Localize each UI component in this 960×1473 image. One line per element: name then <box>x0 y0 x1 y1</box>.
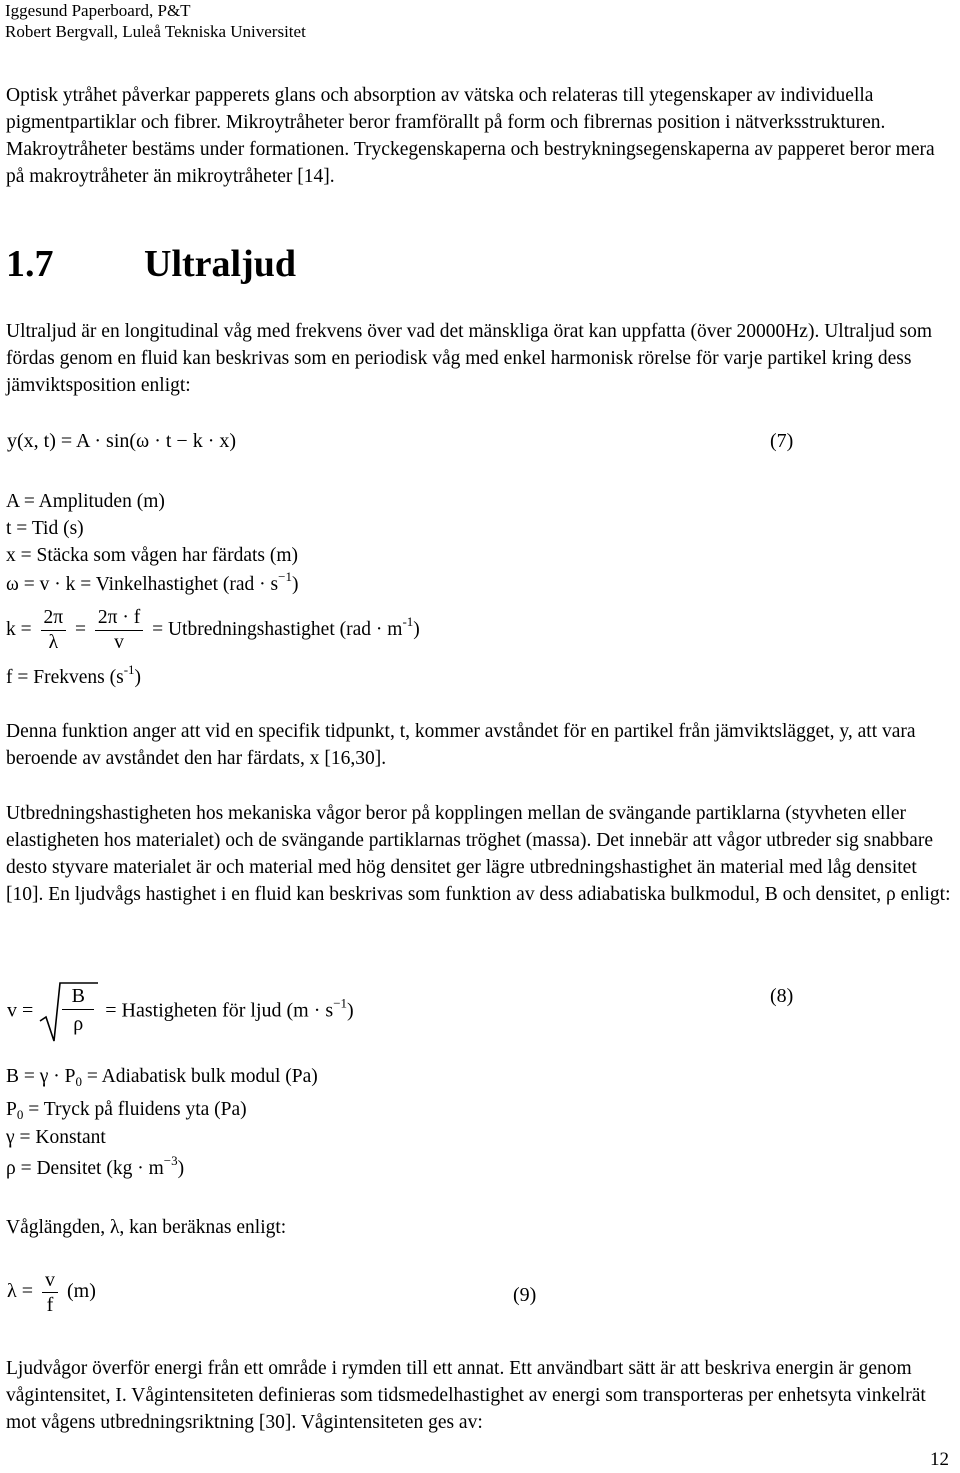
equation-7-number: (7) <box>770 430 794 452</box>
equation-9 <box>0 1268 960 1322</box>
fraction-v-over-f: $\frac{v}{f}$ <box>42 1268 58 1317</box>
section-title: Ultraljud <box>144 243 296 285</box>
section-number: 1.7 <box>6 243 54 285</box>
definition-bulk-modulus: $B = \gamma \cdot P_0$ = Adiabatisk bulk modul (Pa) <box>6 1066 318 1089</box>
definition-surface-pressure: $P_0$ = Tryck på fluidens yta (Pa) <box>6 1099 247 1122</box>
definition-constant: γ = Konstant <box>6 1127 106 1148</box>
paragraph-wave-intensity: Ljudvågor överför energi från ett område i rymden till ett annat. Ett användbart sätt är att beskriva energin är genom vågintensitet, I. Vågintensiteten definieras som tidsmedelhastighet av energi som transporteras per enhetsyta vinkelrät mot vågens utbredningsriktning [30]. Vågintensiteten ges av: <box>6 1358 926 1433</box>
equation-8-lhs: v = <box>7 999 34 1022</box>
paragraph-propagation-speed: Utbredningshastigheten hos mekaniska vågor beror på kopplingen mellan de svängande partiklarna (styvheten eller elastigheten hos materialet) och de svängande partiklarnas tröghet (massa). Det innebär att vågor utbreder sig snabbare desto styvare materialet är och material med hög densitet ger lägre utbredningshastighet än material med låg densitet [10]. En ljudvågs hastighet i en fluid kan beskrivas som funktion av dess adiabatiska bulkmodul, B och densitet, ρ enligt: <box>6 803 951 905</box>
page-number: 12 <box>930 1449 949 1470</box>
definition-time: t = Tid (s) <box>6 518 84 539</box>
fraction-2pi-over-lambda: $\frac{2\pi}{\lambda}$ <box>41 606 67 655</box>
definition-angular-velocity: ω = v · k = Vinkelhastighet $(rad \cdot s^{-1})$ <box>6 569 299 595</box>
equation-9-number: (9) <box>513 1284 537 1306</box>
section-heading <box>6 240 296 288</box>
definition-wave-number: k = $\frac{2\pi}{\lambda}$ = $\frac{2\pi \cdot f}{v}$ = Utbredningshastighet $(rad \cdot m^{-1})$ <box>6 607 420 653</box>
equation-9-unit: (m) <box>66 1280 96 1303</box>
sqrt-symbol: B ρ <box>38 981 100 1043</box>
paragraph-optical-roughness: Optisk ytråhet påverkar papperets glans och absorption av vätska och relateras till ytegenskaper av individuella pigmentpartiklar och fibrer. Mikroytråheter beror framförallt på form och fibrernas position i nätverksstrukturen. Makroytråheter bestäms under formationen. Tryckegenskaperna och bestrykningsegenskaperna av papperet beror mera på makroytråheter än mikroytråheter [14]. <box>6 85 935 187</box>
paragraph-function-meaning: Denna funktion anger att vid en specifik tidpunkt, t, kommer avståndet för en partikel från jämviktslägget, y, att vara beroende av avståndet den har färdats, x [16,30]. <box>6 721 916 769</box>
equation-8-number: (8) <box>770 985 794 1007</box>
equation-8-rhs: = Hastigheten för ljud (m · s <box>105 999 334 1022</box>
definition-density: ρ = Densitet $(kg \cdot m^{-3})$ <box>6 1153 185 1179</box>
equation-7 <box>0 428 960 468</box>
equation-8: v = B ρ = Hastigheten för ljud $(m \cdot s^{-1})$ (8) <box>0 965 960 1035</box>
paragraph-wavelength-intro: Våglängden, λ, kan beräknas enligt: <box>6 1217 287 1238</box>
definition-distance: x = Stäcka som vågen har färdats (m) <box>6 545 299 566</box>
header-line-company: Iggesund Paperboard, P&T <box>5 1 191 20</box>
fraction-2pif-over-v: $\frac{2\pi \cdot f}{v}$ <box>95 606 143 655</box>
paragraph-ultrasound-intro: Ultraljud är en longitudinal våg med frekvens över vad det mänskliga örat kan uppfatta (över 20000Hz). Ultraljud som fördas genom en fluid kan beskrivas som en periodisk våg med enkel harmonisk rörelse för varje partikel kring dess jämviktsposition enligt: <box>6 321 932 396</box>
definition-frequency: f = Frekvens $(s^{-1})$ <box>6 662 142 688</box>
equation-7-expression: y(x, t) = A · sin(ω · t − k · x) <box>7 430 237 452</box>
definition-amplitude: A = Amplituden (m) <box>6 491 165 512</box>
equation-9-lhs: λ = <box>7 1280 33 1303</box>
header-line-author: Robert Bergvall, Luleå Tekniska Universitet <box>5 22 306 41</box>
